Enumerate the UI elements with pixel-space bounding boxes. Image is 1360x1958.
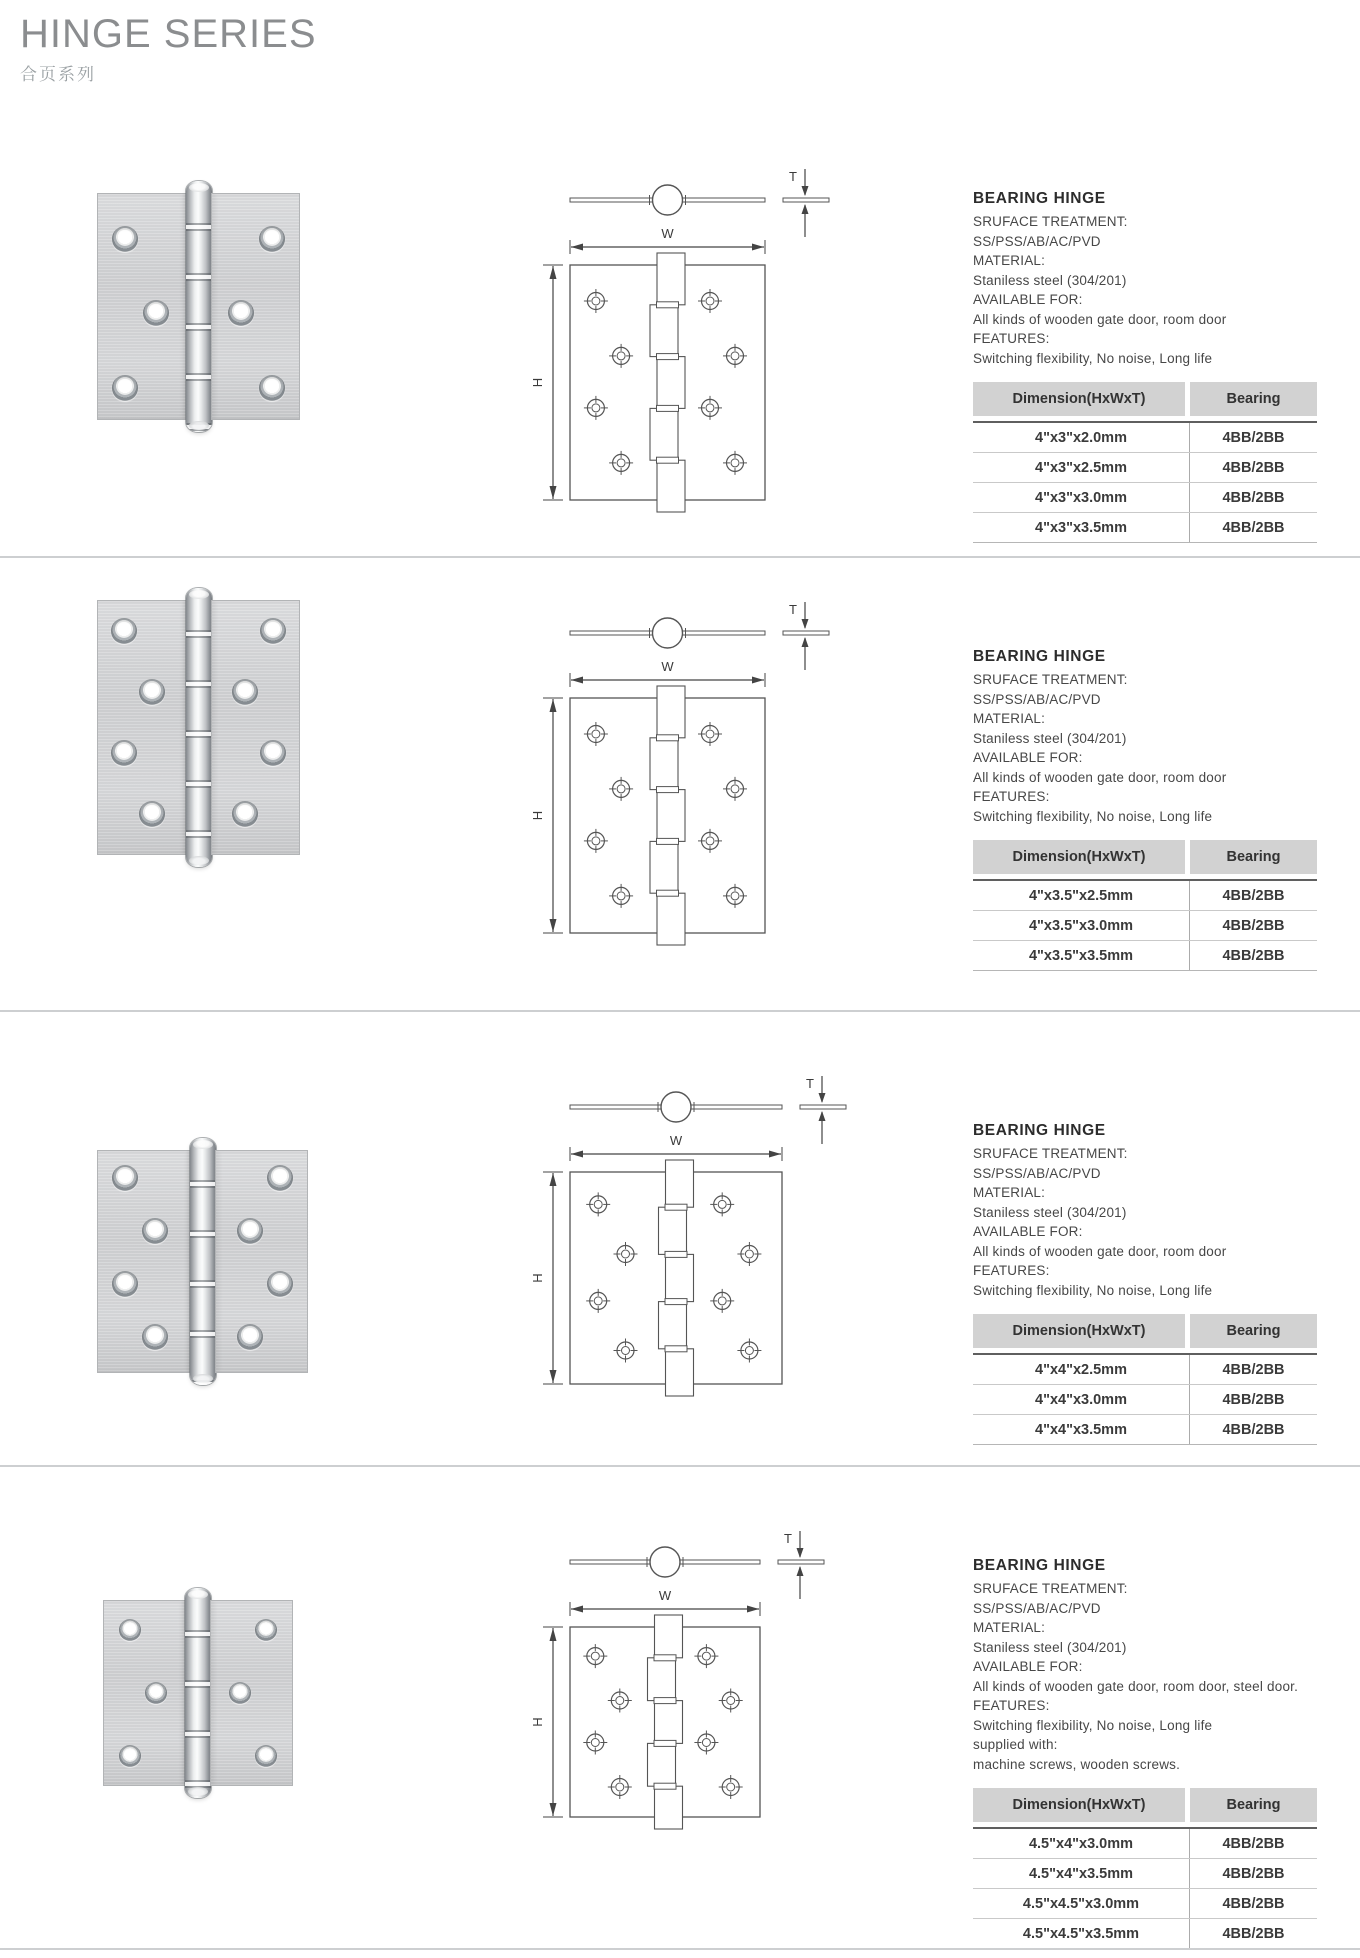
screw-hole — [119, 1619, 141, 1641]
spec-line: AVAILABLE FOR: — [973, 1224, 1083, 1239]
dimension-cell: 4"x3.5"x3.0mm — [1028, 917, 1134, 934]
svg-text:H: H — [530, 377, 545, 388]
dimension-cell: 4"x3.5"x2.5mm — [1028, 887, 1134, 904]
hinge-barrel — [186, 588, 212, 867]
dimension-cell: 4"x3"x2.0mm — [1035, 429, 1127, 446]
bearing-cell: 4BB/2BB — [1189, 453, 1317, 482]
screw-hole — [112, 1271, 138, 1297]
screw-hole — [255, 1619, 277, 1641]
spec-line: SS/PSS/AB/AC/PVD — [973, 691, 1101, 707]
technical-drawing — [515, 598, 860, 968]
screw-hole — [143, 300, 169, 326]
screw-hole — [111, 618, 137, 644]
table-row — [973, 1888, 1317, 1918]
bearing-cell: 4BB/2BB — [1189, 423, 1317, 452]
table-row — [973, 452, 1317, 482]
table-header — [973, 840, 1317, 874]
svg-text:T: T — [789, 602, 797, 617]
spec-line: SS/PSS/AB/AC/PVD — [973, 233, 1101, 249]
table-header — [973, 1788, 1317, 1822]
screw-hole — [259, 226, 285, 252]
product-section-1 — [0, 100, 1360, 558]
spec-line: SRUFACE TREATMENT: — [973, 1581, 1128, 1596]
svg-text:W: W — [658, 1588, 672, 1603]
spec-line: SS/PSS/AB/AC/PVD — [973, 1600, 1101, 1616]
hinge-barrel — [190, 1138, 216, 1385]
table-row — [973, 1858, 1317, 1888]
technical-drawing — [515, 165, 860, 535]
screw-hole — [232, 801, 258, 827]
dimension-cell: 4"x3.5"x3.5mm — [1028, 947, 1134, 964]
table-row — [973, 1918, 1317, 1948]
table-header — [973, 1314, 1317, 1348]
bearing-cell: 4BB/2BB — [1189, 1889, 1317, 1918]
col-header-dimension: Dimension(HxWxT) — [973, 382, 1185, 416]
svg-text:H: H — [530, 1273, 545, 1283]
bearing-cell: 4BB/2BB — [1189, 1829, 1317, 1858]
hinge-barrel — [186, 181, 212, 432]
page-header — [20, 12, 317, 85]
technical-drawing — [515, 1072, 860, 1419]
bearing-cell: 4BB/2BB — [1189, 1859, 1317, 1888]
col-header-bearing: Bearing — [1190, 1314, 1317, 1348]
dimension-cell: 4"x4"x3.0mm — [1035, 1391, 1127, 1408]
bearing-cell: 4BB/2BB — [1189, 1415, 1317, 1444]
spec-line: AVAILABLE FOR: — [973, 292, 1083, 307]
table-body — [973, 1827, 1317, 1949]
dimension-table — [973, 382, 1317, 543]
spec-line: MATERIAL: — [973, 1185, 1046, 1200]
table-row — [973, 482, 1317, 512]
bearing-cell: 4BB/2BB — [1189, 1385, 1317, 1414]
hinge-schematic — [515, 165, 860, 530]
spec-line: Switching flexibility, No noise, Long life — [973, 1717, 1213, 1733]
page-subtitle-cn: 合页系列 — [20, 65, 96, 84]
spec-line: SRUFACE TREATMENT: — [973, 214, 1128, 229]
spec-lines — [973, 1579, 1323, 1774]
svg-text:T: T — [784, 1531, 792, 1546]
product-info — [973, 1122, 1323, 1445]
bearing-cell: 4BB/2BB — [1189, 1919, 1317, 1948]
dimension-cell: 4.5"x4.5"x3.5mm — [1022, 1925, 1140, 1942]
table-row — [973, 881, 1317, 910]
hinge-leaf-left — [97, 1150, 191, 1373]
spec-line: Staniless steel (304/201) — [973, 1204, 1127, 1220]
spec-line: Staniless steel (304/201) — [973, 272, 1127, 288]
dimension-table — [973, 1314, 1317, 1445]
screw-hole — [267, 1165, 293, 1191]
product-info — [973, 190, 1323, 543]
table-body — [973, 421, 1317, 543]
col-header-bearing: Bearing — [1190, 840, 1317, 874]
table-header — [973, 382, 1317, 416]
product-section-4 — [0, 1467, 1360, 1950]
hinge-leaf-right — [211, 600, 301, 855]
dimension-cell: 4.5"x4"x3.0mm — [1028, 1835, 1134, 1852]
spec-lines — [973, 212, 1323, 368]
col-header-dimension: Dimension(HxWxT) — [973, 1314, 1185, 1348]
screw-hole — [112, 375, 138, 401]
product-title: BEARING HINGE — [973, 190, 1106, 207]
spec-line: Staniless steel (304/201) — [973, 730, 1127, 746]
col-header-dimension: Dimension(HxWxT) — [973, 1788, 1185, 1822]
dimension-table — [973, 1788, 1317, 1949]
spec-line: supplied with: — [973, 1737, 1058, 1752]
col-header-bearing: Bearing — [1190, 1788, 1317, 1822]
hinge-photo — [97, 181, 300, 432]
hinge-leaf-left — [97, 193, 187, 420]
dimension-cell: 4.5"x4.5"x3.0mm — [1022, 1895, 1140, 1912]
bearing-cell: 4BB/2BB — [1189, 911, 1317, 940]
spec-line: SRUFACE TREATMENT: — [973, 672, 1128, 687]
spec-line: Switching flexibility, No noise, Long life — [973, 808, 1213, 824]
screw-hole — [237, 1218, 263, 1244]
dimension-cell: 4"x3"x3.5mm — [1035, 519, 1127, 536]
table-row — [973, 512, 1317, 542]
screw-hole — [228, 300, 254, 326]
hinge-photo — [97, 588, 300, 867]
hinge-photo — [97, 1138, 308, 1385]
screw-hole — [237, 1324, 263, 1350]
hinge-leaf-right — [215, 1150, 309, 1373]
screw-hole — [260, 740, 286, 766]
screw-hole — [229, 1682, 251, 1704]
screw-hole — [119, 1745, 141, 1767]
screw-hole — [260, 618, 286, 644]
bearing-cell: 4BB/2BB — [1189, 941, 1317, 970]
screw-hole — [142, 1218, 168, 1244]
spec-line: FEATURES: — [973, 331, 1050, 346]
hinge-barrel — [185, 1588, 211, 1798]
spec-line: All kinds of wooden gate door, room door — [973, 769, 1227, 785]
dimension-cell: 4"x3"x2.5mm — [1035, 459, 1127, 476]
screw-hole — [145, 1682, 167, 1704]
technical-drawing — [515, 1527, 860, 1852]
table-row — [973, 910, 1317, 940]
hinge-schematic — [515, 598, 860, 963]
table-row — [973, 1414, 1317, 1444]
spec-line: Switching flexibility, No noise, Long life — [973, 1282, 1213, 1298]
product-title: BEARING HINGE — [973, 648, 1106, 665]
spec-line: SS/PSS/AB/AC/PVD — [973, 1165, 1101, 1181]
table-row — [973, 1829, 1317, 1858]
page-title: HINGE SERIES — [20, 12, 317, 56]
spec-line: AVAILABLE FOR: — [973, 750, 1083, 765]
col-header-bearing: Bearing — [1190, 382, 1317, 416]
screw-hole — [267, 1271, 293, 1297]
spec-line: FEATURES: — [973, 1698, 1050, 1713]
hinge-leaf-right — [211, 193, 301, 420]
svg-text:H: H — [530, 1717, 545, 1727]
dimension-cell: 4"x3"x3.0mm — [1035, 489, 1127, 506]
col-header-dimension: Dimension(HxWxT) — [973, 840, 1185, 874]
table-row — [973, 940, 1317, 970]
spec-lines — [973, 670, 1323, 826]
svg-text:H: H — [530, 810, 545, 821]
hinge-leaf-right — [210, 1600, 293, 1786]
svg-text:W: W — [669, 1133, 683, 1148]
bearing-cell: 4BB/2BB — [1189, 513, 1317, 542]
spec-line: Switching flexibility, No noise, Long life — [973, 350, 1213, 366]
dimension-table — [973, 840, 1317, 971]
spec-line: MATERIAL: — [973, 253, 1046, 268]
screw-hole — [259, 375, 285, 401]
svg-text:T: T — [806, 1076, 814, 1091]
spec-line: MATERIAL: — [973, 711, 1046, 726]
dimension-cell: 4.5"x4"x3.5mm — [1028, 1865, 1134, 1882]
dimension-cell: 4"x4"x3.5mm — [1035, 1421, 1127, 1438]
screw-hole — [112, 1165, 138, 1191]
spec-line: SRUFACE TREATMENT: — [973, 1146, 1128, 1161]
spec-line: MATERIAL: — [973, 1620, 1046, 1635]
product-info — [973, 1557, 1323, 1949]
svg-text:W: W — [661, 226, 674, 241]
screw-hole — [111, 740, 137, 766]
spec-line: All kinds of wooden gate door, room door — [973, 311, 1227, 327]
table-body — [973, 879, 1317, 971]
bearing-cell: 4BB/2BB — [1189, 483, 1317, 512]
product-title: BEARING HINGE — [973, 1557, 1106, 1574]
svg-text:W: W — [661, 659, 674, 674]
spec-line: All kinds of wooden gate door, room door, steel door. — [973, 1678, 1299, 1694]
screw-hole — [112, 226, 138, 252]
spec-lines — [973, 1144, 1323, 1300]
spec-line: machine screws, wooden screws. — [973, 1756, 1181, 1772]
screw-hole — [255, 1745, 277, 1767]
table-row — [973, 423, 1317, 452]
hinge-schematic — [515, 1527, 860, 1847]
screw-hole — [139, 801, 165, 827]
table-body — [973, 1353, 1317, 1445]
spec-line: All kinds of wooden gate door, room door — [973, 1243, 1227, 1259]
product-section-2 — [0, 558, 1360, 1012]
spec-line: FEATURES: — [973, 789, 1050, 804]
hinge-leaf-left — [103, 1600, 186, 1786]
svg-text:T: T — [789, 169, 797, 184]
table-row — [973, 1355, 1317, 1384]
hinge-photo — [103, 1588, 293, 1798]
product-title: BEARING HINGE — [973, 1122, 1106, 1139]
dimension-cell: 4"x4"x2.5mm — [1035, 1361, 1127, 1378]
table-row — [973, 1384, 1317, 1414]
hinge-schematic — [515, 1072, 860, 1414]
screw-hole — [142, 1324, 168, 1350]
product-section-3 — [0, 1012, 1360, 1467]
bearing-cell: 4BB/2BB — [1189, 1355, 1317, 1384]
spec-line: Staniless steel (304/201) — [973, 1639, 1127, 1655]
screw-hole — [139, 679, 165, 705]
screw-hole — [232, 679, 258, 705]
hinge-leaf-left — [97, 600, 187, 855]
spec-line: FEATURES: — [973, 1263, 1050, 1278]
product-info — [973, 648, 1323, 971]
bearing-cell: 4BB/2BB — [1189, 881, 1317, 910]
spec-line: AVAILABLE FOR: — [973, 1659, 1083, 1674]
